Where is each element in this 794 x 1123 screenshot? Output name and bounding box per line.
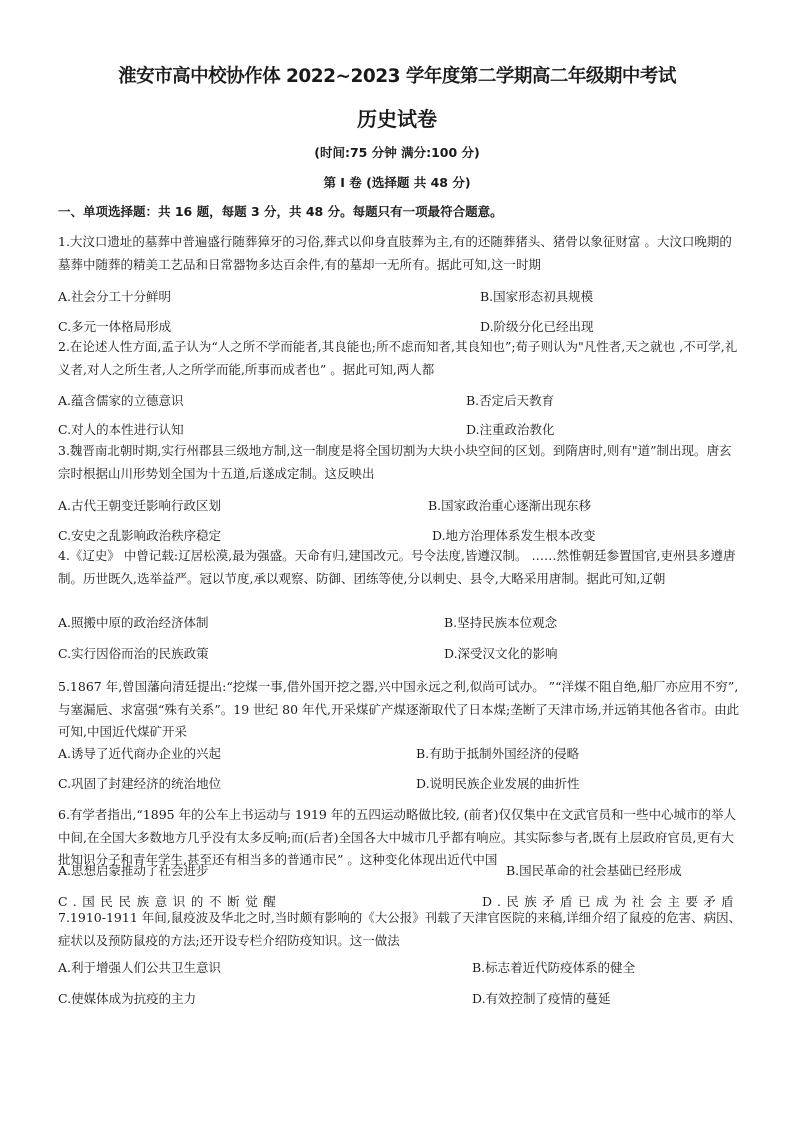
question-3-option-a[interactable]: A.古代王朝变迁影响行政区划 <box>58 498 222 513</box>
question-2-option-c[interactable]: C.对人的本性进行认知 <box>58 422 184 437</box>
question-1-option-b[interactable]: B.国家形态初具规模 <box>480 289 594 304</box>
question-6-option-b[interactable]: B.国民革命的社会基础已经形成 <box>506 863 682 878</box>
question-4-option-a[interactable]: A.照搬中原的政治经济体制 <box>58 615 209 630</box>
question-5-option-d[interactable]: D.说明民族企业发展的曲折性 <box>416 776 580 791</box>
question-5-option-c[interactable]: C.巩固了封建经济的统治地位 <box>58 776 222 791</box>
exam-title: 淮安市高中校协作体 2022~2023 学年度第二学期高二年级期中考试 <box>118 66 676 87</box>
question-5-stem: 5.1867 年,曾国藩向清廷提出:“挖煤一事,借外国开挖之器,兴中国永远之利,似尚可试办。 ”“洋煤不阻自绝,船厂亦应用不穷”,与塞漏巵、求富强“殊有关系”。19 世纪 80 年代,开采煤矿产煤逐渐取代了日本煤;垄断了天津市场,并远销其他各省市。由此可知,中国近代煤矿开采 <box>58 679 740 739</box>
section-heading: 一、单项选择题：共 16 题，每题 3 分，共 48 分。每题只有一项最符合题意。 <box>58 204 503 219</box>
subject-title: 历史试卷 <box>357 107 437 131</box>
time-info: (时间:75 分钟 满分:100 分) <box>314 145 480 160</box>
question-1-option-a[interactable]: A.社会分工十分鲜明 <box>58 289 172 304</box>
question-5-option-a[interactable]: A.诱导了近代商办企业的兴起 <box>58 746 222 761</box>
question-7-option-c[interactable]: C.使媒体成为抗疫的主力 <box>58 991 197 1006</box>
question-4-stem: 4.《辽史》 中曾记载:辽居松漠,最为强盛。天命有归,建国改元。号令法度,皆遵汉制。 ……然惟朝廷参置国官,吏州县多遵唐制。历世既久,选举益严。冠以节度,承以观察、防御、团练等使,分以刺史、县令,大略采用唐制。据此可知,辽朝 <box>58 548 736 586</box>
question-4-option-d[interactable]: D.深受汉文化的影响 <box>444 646 558 661</box>
question-1-option-d[interactable]: D.阶级分化已经出现 <box>480 319 594 334</box>
question-7-option-d[interactable]: D.有效控制了疫情的蔓延 <box>472 991 611 1006</box>
question-7-option-b[interactable]: B.标志着近代防疫体系的健全 <box>472 960 636 975</box>
question-6-stem: 6.有学者指出,“1895 年的公车上书运动与 1919 年的五四运动略做比较, (前者)仅仅集中在文武官员和一些中心城市的举人中间,在全国大多数地方几乎没有太多反响;而(后者)全国各大中城市几乎都有响应。其实际参与者,既有上层政府官员,更有大批知识分子和青年学生,甚至还有相当多的普通市民” 。这种变化体现出近代中国 <box>58 807 737 867</box>
question-7-stem: 7.1910-1911 年间,鼠疫波及华北之时,当时颇有影响的《大公报》刊载了天津官医院的来稿,详细介绍了鼠疫的危害、病因、症状以及预防鼠疫的方法;还开设专栏介绍防疫知识。这一做法 <box>58 910 742 948</box>
question-2-option-d[interactable]: D.注重政治教化 <box>466 422 555 437</box>
question-2-option-b[interactable]: B.否定后天教育 <box>466 393 555 408</box>
question-5-option-b[interactable]: B.有助于抵制外国经济的侵略 <box>416 746 580 761</box>
question-1-option-c[interactable]: C.多元一体格局形成 <box>58 319 172 334</box>
question-6-option-a[interactable]: A.思想启蒙推动了社会进步 <box>58 863 209 878</box>
question-6-option-d[interactable]: D.民族矛盾已成为社会主要矛盾 <box>482 894 740 909</box>
question-3-option-c[interactable]: C.安史之乱影响政治秩序稳定 <box>58 528 222 543</box>
question-4-option-b[interactable]: B.坚持民族本位观念 <box>444 615 558 630</box>
part-title: 第 I 卷 (选择题 共 48 分) <box>323 175 471 190</box>
question-2-option-a[interactable]: A.蕴含儒家的立德意识 <box>58 393 184 408</box>
question-1-stem: 1.大汶口遗址的墓葬中普遍盛行随葬獐牙的习俗,葬式以仰身直肢葬为主,有的还随葬猪头、猪骨以象征财富 。大汶口晚期的墓葬中随葬的精美工艺品和日常器物多达百余件,有的墓却一无所有。据此可知,这一时期 <box>58 234 732 272</box>
question-6-option-c[interactable]: C.国民民族意识的不断觉醒 <box>58 894 282 909</box>
question-3-stem: 3.魏晋南北朝时期,实行州郡县三级地方制,这一制度是将全国切割为大块小块空间的区划。到隋唐时,则有"道”制出现。唐玄宗时根据山川形势划全国为十五道,后遂成定制。这反映出 <box>58 443 732 481</box>
question-2-stem: 2.在论述人性方面,孟子认为“人之所不学而能者,其良能也;所不虑而知者,其良知也”;荀子则认为"凡性者,天之就也 ,不可学,礼义者,对人之所生者,人之所学而能,所事而成者也” 。据此可知,两人都 <box>58 339 738 377</box>
question-3-option-b[interactable]: B.国家政治重心逐渐出现东移 <box>428 498 592 513</box>
question-3-option-d[interactable]: D.地方治理体系发生根本改变 <box>432 528 596 543</box>
question-4-option-c[interactable]: C.实行因俗而治的民族政策 <box>58 646 209 661</box>
question-7-option-a[interactable]: A.利于增强人们公共卫生意识 <box>58 960 222 975</box>
